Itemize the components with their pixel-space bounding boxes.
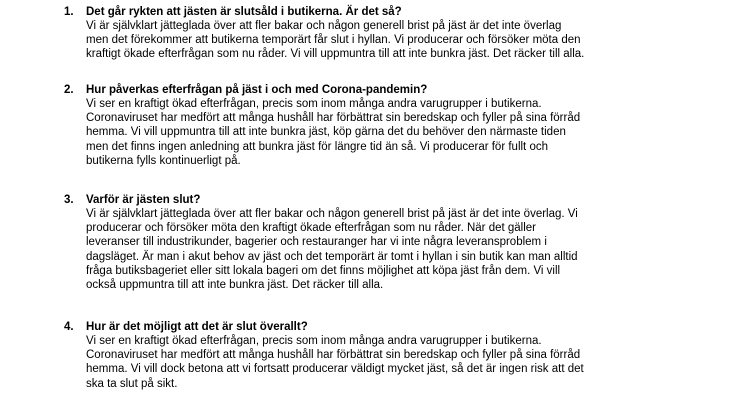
faq-answer-line: hemma. Vi vill uppmuntra till att inte bunkra jäst, köp gärna det du behöver den närmaste tiden (86, 126, 566, 139)
faq-answer-line: hemma. Vi vill dock betona att vi fortsatt producerar väldigt mycket jäst, så det är ingen risk att det (86, 363, 584, 376)
faq-answer-line: Vi är självklart jätteglada över att fler bakar och någon generell brist på jäst är det inte överlag (86, 20, 562, 32)
faq-item-number: 2. (64, 84, 74, 96)
faq-answer-line: Vi är självklart jätteglada över att fler bakar och någon generell brist på jäst är det inte överlag. Vi (86, 208, 578, 220)
faq-answer-line: Vi ser en kraftigt ökad efterfrågan, precis som inom många andra varugrupper i butikerna. (86, 335, 542, 347)
faq-question: Hur påverkas efterfrågan på jäst i och med Corona-pandemin? (86, 84, 428, 96)
faq-item-number: 1. (64, 6, 74, 18)
faq-answer-line: fråga butiksbageriet eller sitt lokala bageri om det finns möjlighet att köpa jäst från dem. Vi vill (86, 264, 561, 277)
faq-item-number: 3. (64, 194, 74, 206)
faq-answer (86, 97, 740, 168)
faq-answer (86, 207, 740, 292)
faq-answer-line: dagsläget. Är man i akut behov av jäst och det temporärt är tomt i hyllan i sin butik kan man alltid (86, 250, 578, 263)
faq-answer-line: leveranser till industrikunder, bagerier och restauranger har vi inte några leveransproblem i (86, 236, 547, 249)
faq-answer-line: kraftigt ökade efterfrågan som nu råder. Vi vill uppmuntra till att inte bunkra jäst. Det räcker till alla. (86, 48, 585, 61)
faq-answer-line: Coronaviruset har medfört att många hushåll har förbättrat sin beredskap och fyller på sina förråd (86, 349, 581, 362)
faq-answer-line: butikerna fylls kontinuerligt på. (86, 154, 241, 167)
faq-answer-line: men det förekommer att butikerna temporärt får slut i hyllan. Vi producerar och försöker möta den (86, 34, 581, 47)
faq-answer (86, 19, 740, 62)
faq-answer-line: men det finns ingen anledning att bunkra jäst för längre tid än så. Vi producerar för fullt och (86, 140, 548, 153)
cropped-next-line-fragment (205, 413, 445, 419)
faq-question: Hur är det möjligt att det är slut överallt? (86, 321, 308, 333)
faq-answer-line: Vi ser en kraftigt ökad efterfrågan, precis som inom många andra varugrupper i butikerna. (86, 98, 542, 110)
faq-item-number: 4. (64, 321, 74, 333)
faq-question: Varför är jästen slut? (86, 194, 201, 206)
faq-question: Det går rykten att jästen är slutsåld i butikerna. Är det så? (86, 6, 402, 18)
faq-answer-line: producerar och försöker möta den kraftigt ökade efterfrågan som nu råder. När det gäller (86, 222, 537, 235)
faq-answer-line: också uppmuntra till att inte bunkra jäst. Det räcker till alla. (86, 278, 384, 291)
faq-answer (86, 334, 740, 391)
faq-answer-line: ska ta slut på sikt. (86, 377, 178, 390)
faq-answer-line: Coronaviruset har medfört att många hushåll har förbättrat sin beredskap och fyller på sina förråd (86, 112, 581, 125)
